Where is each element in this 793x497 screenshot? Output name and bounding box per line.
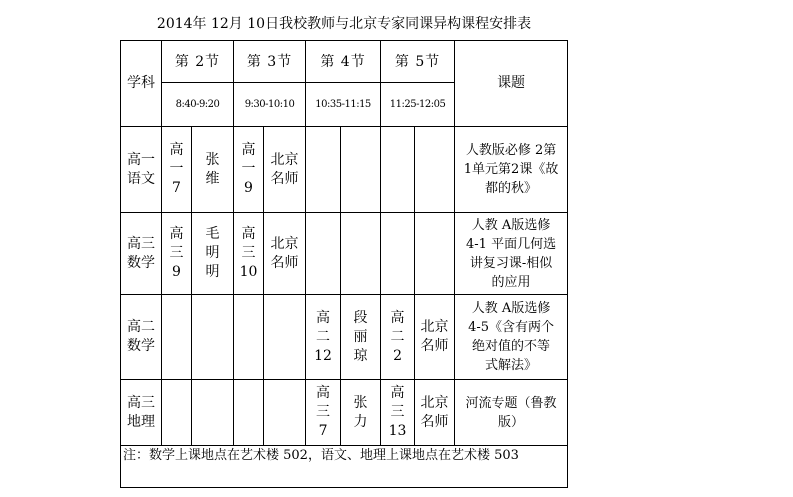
cell-line: 13 [388,423,407,439]
period-5-time: 11:25-12:05 [381,83,455,127]
topic-line: 版） [498,414,525,430]
teacher-cell [415,127,455,213]
cell-line: 丽 [353,328,368,345]
teacher-cell [341,213,381,295]
class-cell [162,127,192,213]
subject-line: 高一 [127,151,155,168]
period-2-time: 8:40-9:20 [162,83,234,127]
cell-line: 9 [244,180,253,196]
cell-line: 力 [353,413,368,430]
cell-line: 张 [353,394,368,411]
cell-line: 北京 [420,394,449,411]
teacher-cell [415,380,455,446]
teacher-cell [192,295,234,380]
subject-line: 数学 [127,254,155,271]
topic-line: 讲复习课-相似 [469,255,553,271]
period-5-header: 第 5节 [381,41,455,83]
subject-cell [121,295,162,380]
class-cell [381,213,415,295]
class-cell [162,213,192,295]
cell-line: 高 [169,226,184,242]
teacher-cell [341,127,381,213]
table-row [121,380,568,446]
topic-line: 4-5《含有两个 [468,320,555,335]
cell-line: 高 [390,385,405,401]
cell-line: 段 [353,309,368,326]
cell-line: 二 [390,328,405,345]
subject-header: 学科 [121,41,162,127]
note-text: 注：数学上课地点在艺术楼 502，语文、地理上课地点在艺术楼 503 [121,446,568,488]
table-row [121,295,568,380]
cell-line: 一 [241,161,256,177]
cell-line: 明 [205,245,220,261]
topic-cell [455,213,568,295]
cell-line: 二 [316,328,331,345]
cell-line: 三 [241,245,256,261]
cell-line: 高 [241,142,256,158]
class-cell [234,127,264,213]
cell-line: 高 [316,385,331,401]
cell-line: 7 [318,423,328,439]
class-cell [306,213,341,295]
topic-line: 1单元第2课《故 [463,162,559,177]
table-row [121,127,568,213]
schedule-table [120,40,568,488]
cell-line: 名师 [270,170,299,187]
teacher-cell [264,213,306,295]
period-4-time: 10:35-11:15 [306,83,381,127]
subject-line: 高三 [127,235,155,252]
teacher-cell [415,295,455,380]
subject-line: 地理 [127,413,155,430]
cell-line: 三 [169,245,184,261]
topic-line: 人教 A版选修 [471,217,551,233]
class-cell [234,213,264,295]
cell-line: 名师 [420,413,449,430]
teacher-cell [192,213,234,295]
topic-line: 式解法》 [485,358,538,373]
subject-line: 高二 [127,319,155,335]
teacher-cell [192,127,234,213]
class-cell [381,127,415,213]
topic-line: 的应用 [491,274,531,290]
cell-line: 北京 [270,151,299,168]
teacher-cell [415,213,455,295]
cell-line: 高 [316,309,331,326]
cell-line: 三 [316,404,331,420]
cell-line: 名师 [420,338,449,354]
cell-line: 12 [314,347,332,364]
subject-cell [121,213,162,295]
teacher-cell [264,295,306,380]
cell-line: 高 [241,226,256,242]
cell-line: 高 [390,309,405,326]
page-title: 2014年 12月 10日我校教师与北京专家同课异构课程安排表 [156,16,532,32]
subject-cell [121,380,162,446]
topic-header: 课题 [455,41,568,127]
topic-line: 4-1 平面几何选 [466,236,557,252]
topic-cell [455,295,568,380]
class-cell [306,127,341,213]
cell-line: 9 [172,264,181,280]
cell-line: 北京 [420,319,449,335]
topic-line: 人教 A版选修 [471,301,551,316]
teacher-cell [264,380,306,446]
class-cell [306,295,341,380]
subject-line: 语文 [127,170,155,187]
subject-line: 数学 [127,338,155,354]
class-cell [306,380,341,446]
cell-line: 北京 [270,235,299,252]
period-2-header: 第 2节 [162,41,234,83]
cell-line: 琼 [353,347,368,364]
subject-line: 高三 [127,394,155,411]
cell-line: 高 [169,142,184,158]
teacher-cell [264,127,306,213]
table-row [121,213,568,295]
topic-line: 河流专题（鲁教 [465,395,557,411]
cell-line: 一 [169,161,184,177]
cell-line: 张 [205,151,220,168]
class-cell [381,295,415,380]
class-cell [234,295,264,380]
period-4-header: 第 4节 [306,41,381,83]
topic-line: 都的秋》 [485,181,538,196]
topic-line: 人教版必修 2第 [465,143,557,158]
subject-cell [121,127,162,213]
period-3-header: 第 3节 [234,41,306,83]
cell-line: 7 [172,180,181,196]
cell-line: 三 [390,404,405,420]
teacher-cell [341,380,381,446]
teacher-cell [192,380,234,446]
cell-line: 2 [393,347,402,364]
class-cell [381,380,415,446]
period-3-time: 9:30-10:10 [234,83,306,127]
teacher-cell [341,295,381,380]
cell-line: 10 [239,264,258,280]
topic-cell [455,380,568,446]
topic-line: 绝对值的不等 [472,339,551,354]
class-cell [162,295,192,380]
cell-line: 明 [205,264,220,280]
class-cell [162,380,192,446]
cell-line: 维 [205,170,220,187]
cell-line: 毛 [205,226,220,242]
cell-line: 名师 [270,254,299,271]
class-cell [234,380,264,446]
topic-cell [455,127,568,213]
